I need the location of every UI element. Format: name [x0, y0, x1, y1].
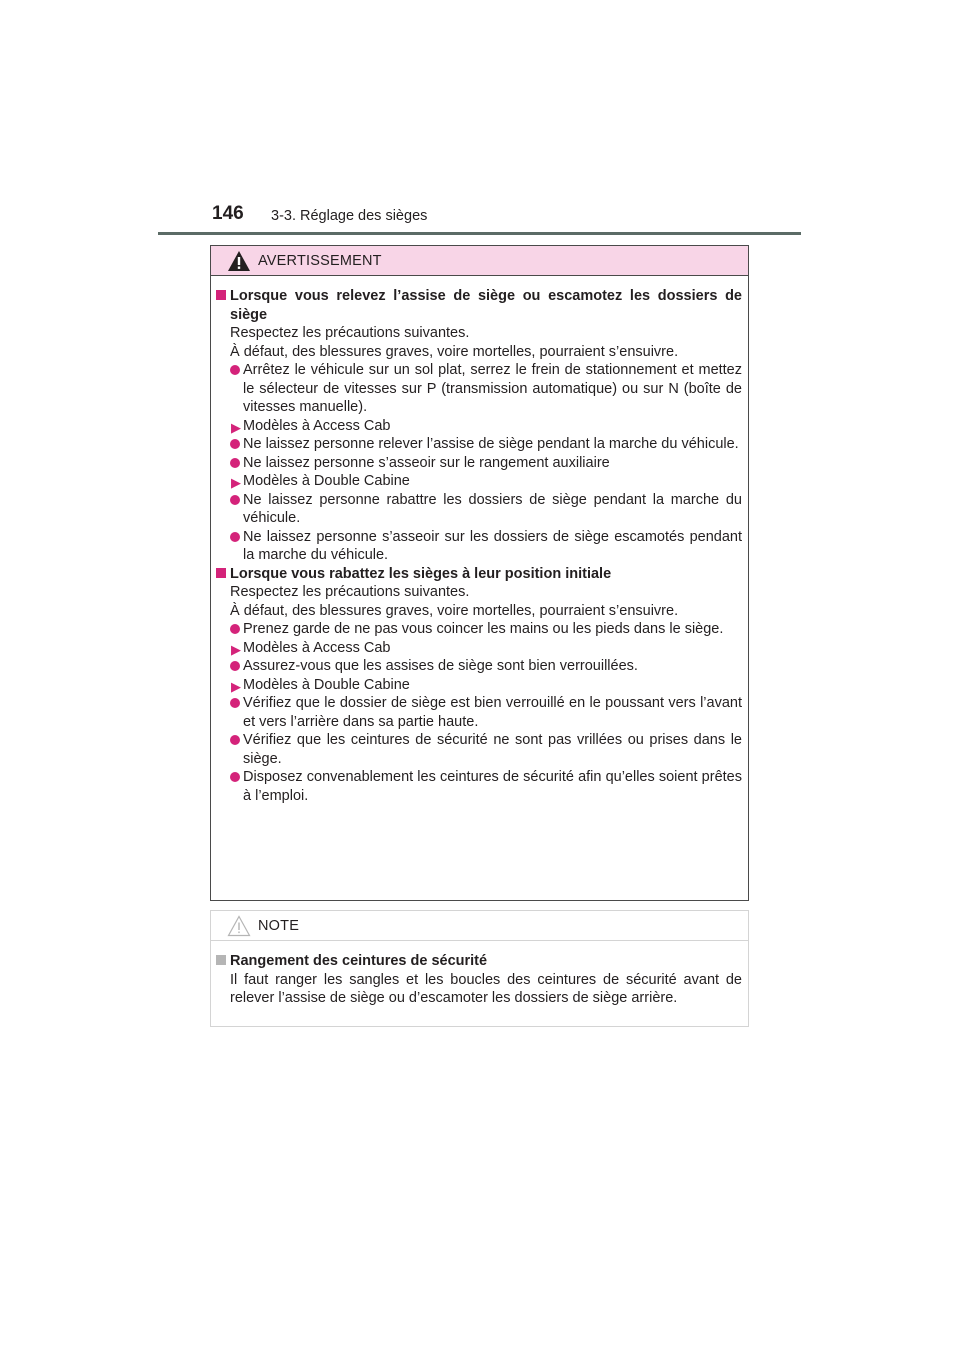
round-bullet-icon: [230, 365, 240, 375]
warning-label: AVERTISSEMENT: [258, 252, 382, 269]
round-bullet-icon: [230, 624, 240, 634]
warning-body: [211, 276, 748, 805]
bullet-item: Ne laissez personne rabattre les dossiers de siège pendant la marche du véhicule.: [216, 491, 742, 528]
warning-box: [210, 245, 749, 901]
intro-text: Respectez les précautions suivantes. À défaut, des blessures graves, voire mortelles, pourraient s’ensuivre.: [230, 325, 679, 360]
warning-header: [211, 246, 748, 276]
bullet-item: Prenez garde de ne pas vous coincer les mains ou les pieds dans le siège.: [216, 620, 742, 639]
bullet-item: Vérifiez que les ceintures de sécurité ne sont pas vrillées ou prises dans le siège.: [216, 731, 742, 768]
note-heading: Rangement des ceintures de sécurité: [216, 952, 742, 971]
square-bullet-icon: [216, 290, 226, 300]
round-bullet-icon: [230, 661, 240, 671]
triangle-arrow-icon: ▶: [231, 678, 241, 694]
round-bullet-icon: [230, 495, 240, 505]
model-subheading: ▶ Modèles à Access Cab: [216, 417, 742, 436]
caution-triangle-icon: [227, 915, 251, 937]
square-bullet-icon: [216, 955, 226, 965]
bullet-item: Ne laissez personne s’asseoir sur le rangement auxiliaire: [216, 454, 742, 473]
bullet-item: Assurez-vous que les assises de siège sont bien verrouillées.: [216, 657, 742, 676]
model-subheading: ▶ Modèles à Double Cabine: [216, 676, 742, 695]
page-number: 146: [212, 203, 244, 224]
warning-triangle-icon: [227, 250, 251, 272]
note-box: [210, 910, 749, 1027]
model-subheading: ▶ Modèles à Double Cabine: [216, 472, 742, 491]
note-body: [211, 941, 748, 1008]
page-header: [0, 0, 960, 240]
bullet-item: Vérifiez que le dossier de siège est bien verrouillé en le poussant vers l’avant et vers l’arrière dans sa partie haute.: [216, 694, 742, 731]
bullet-item: Arrêtez le véhicule sur un sol plat, serrez le frein de stationnement et mettez le sélecteur de vitesses sur P (transmission automatique) ou sur N (boîte de vitesses manuelle).: [216, 361, 742, 417]
note-text: Il faut ranger les sangles et les boucles des ceintures de sécurité avant de relever l’assise de siège ou d’escamoter les dossiers de siège arrière.: [230, 971, 742, 1006]
section-heading: Lorsque vous relevez l’assise de siège ou escamotez les dossiers de siège: [216, 287, 742, 324]
section-title: 3-3. Réglage des sièges: [271, 208, 428, 224]
intro-text: Respectez les précautions suivantes. À défaut, des blessures graves, voire mortelles, pourraient s’ensuivre.: [230, 584, 679, 619]
round-bullet-icon: [230, 532, 240, 542]
triangle-arrow-icon: ▶: [231, 641, 241, 657]
round-bullet-icon: [230, 439, 240, 449]
round-bullet-icon: [230, 698, 240, 708]
bullet-item: Ne laissez personne s’asseoir sur les dossiers de siège escamotés pendant la marche du véhicule.: [216, 528, 742, 565]
model-subheading: ▶ Modèles à Access Cab: [216, 639, 742, 658]
note-header: [211, 911, 748, 941]
square-bullet-icon: [216, 568, 226, 578]
triangle-arrow-icon: ▶: [231, 419, 241, 435]
section-heading: Lorsque vous rabattez les sièges à leur position initiale: [216, 565, 742, 584]
round-bullet-icon: [230, 772, 240, 782]
triangle-arrow-icon: ▶: [231, 475, 241, 490]
header-rule: [158, 232, 801, 235]
note-label: NOTE: [258, 917, 300, 934]
round-bullet-icon: [230, 458, 240, 468]
bullet-item: Ne laissez personne relever l’assise de siège pendant la marche du véhicule.: [216, 435, 742, 454]
round-bullet-icon: [230, 735, 240, 745]
bullet-item: Disposez convenablement les ceintures de sécurité afin qu’elles soient prêtes à l’emploi.: [216, 768, 742, 805]
